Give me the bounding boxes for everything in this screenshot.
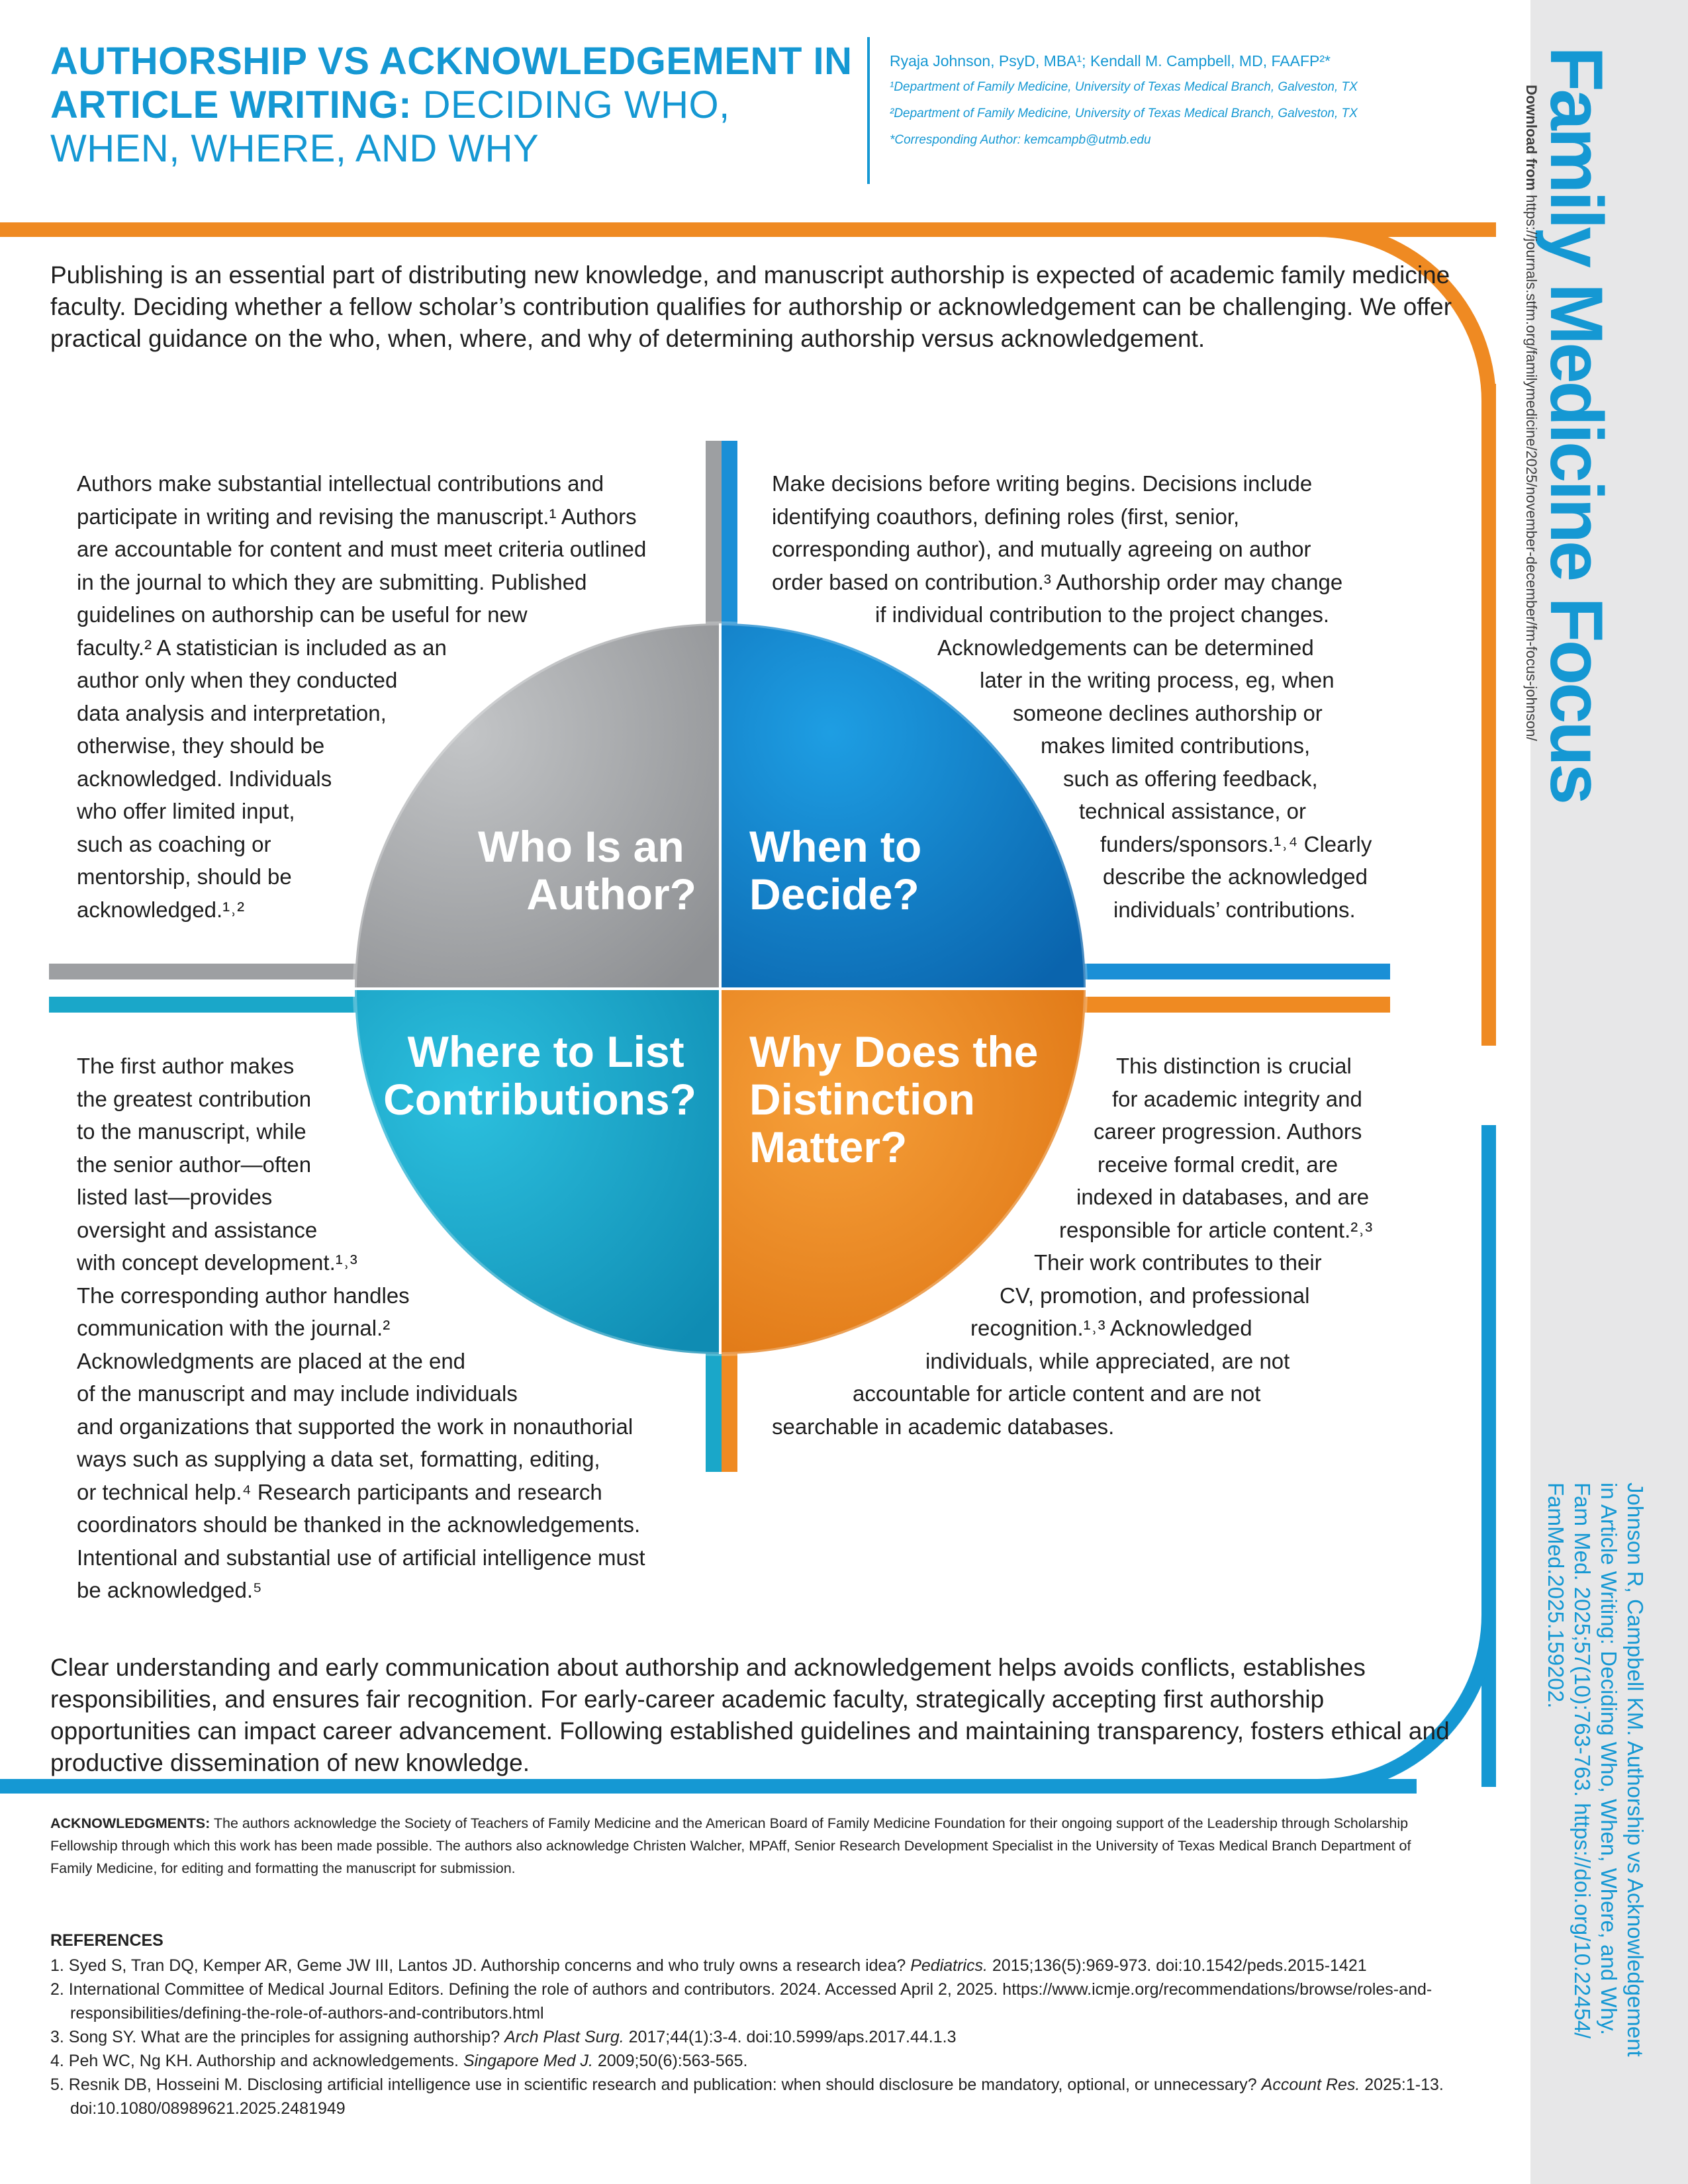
citation-line[interactable]: Fam Med. 2025;57(10):763-763. https://doi.org/10.22454/	[1570, 1482, 1595, 2039]
reference-text: 4. Peh WC, Ng KH. Authorship and acknowledgements.	[50, 2052, 463, 2070]
header-divider	[867, 37, 870, 184]
where-text-line: oversight and assistance	[77, 1217, 318, 1242]
reference-text: 3. Song SY. What are the principles for assigning authorship?	[50, 2028, 505, 2046]
reference-details: 2025:1-13. doi:10.1080/08989621.2025.2481949	[70, 2075, 1444, 2118]
blue-band	[0, 1779, 1417, 1794]
orange-band	[0, 222, 1496, 237]
citation-line: in Article Writing: Deciding Who, When, Where, and Why.	[1597, 1482, 1621, 2036]
label-where	[383, 1027, 696, 1124]
who-text-line: in the journal to which they are submitting. Published	[77, 569, 587, 594]
why-text-line: accountable for article content and are not	[853, 1381, 1261, 1406]
acknowledgments-text: The authors acknowledge the Society of Teachers of Family Medicine and the American Board of Family Medicine Foundation for their ongoing support of the Leadership through Scholarship Fellowship through which this work has been made possible. The authors also acknowledge Christen Walcher, MPAff, Senior Research Development Specialist in the University of Texas Medical Branch Department of Family Medicine, for editing and formatting the manuscript for submission.	[50, 1815, 1411, 1876]
where-text-line: Acknowledgments are placed at the end	[77, 1348, 466, 1373]
where-text-line: to the manuscript, while	[77, 1119, 306, 1144]
orange-vertical-band	[1481, 384, 1496, 1046]
why-text-line: individuals, while appreciated, are not	[925, 1348, 1290, 1373]
label-why-3: Matter?	[749, 1122, 908, 1171]
citation	[1542, 1482, 1648, 2057]
when-text-line: corresponding author), and mutually agreeing on author	[772, 537, 1311, 561]
reference-item	[50, 2049, 1500, 2073]
who-text-line: guidelines on authorship can be useful for new	[77, 602, 528, 627]
reference-journal: Account Res.	[1261, 2075, 1360, 2094]
when-text-line: identifying coauthors, defining roles (first, senior,	[772, 504, 1240, 529]
reference-item	[50, 1978, 1500, 2025]
corresponding-author[interactable]: *Corresponding Author: kemcampb@utmb.edu	[890, 133, 1151, 147]
when-text-line: Acknowledgements can be determined	[937, 635, 1314, 660]
why-text-line: searchable in academic databases.	[772, 1414, 1115, 1439]
label-where-1: Where to List	[407, 1027, 684, 1076]
where-text-line: the greatest contribution	[77, 1086, 312, 1111]
when-text-line: describe the acknowledged	[1103, 864, 1368, 889]
references-heading: REFERENCES	[50, 1931, 164, 1950]
reference-item	[50, 2073, 1500, 2120]
reference-details: 2009;50(6):563-565.	[592, 2052, 748, 2070]
where-text-line: be acknowledged.⁵	[77, 1578, 262, 1602]
download-line[interactable]	[1523, 85, 1540, 741]
download-url[interactable]: https://journals.stfm.org/familymedicine/2025/november-december/fm-focus-johnson/	[1523, 195, 1540, 741]
label-where-2: Contributions?	[383, 1075, 696, 1124]
reference-journal: Pediatrics.	[910, 1956, 988, 1975]
article-title	[50, 40, 858, 171]
when-text-line: makes limited contributions,	[1041, 733, 1311, 758]
who-text-line: acknowledged.¹˒²	[77, 897, 245, 922]
title-regular: DECIDING WHO, WHEN, WHERE, AND WHY	[50, 83, 730, 170]
why-text-line: This distinction is crucial	[1116, 1054, 1352, 1078]
why-text-line: responsible for article content.²˒³	[1059, 1217, 1373, 1242]
reference-details: 2015;136(5):969-973. doi:10.1542/peds.2015-1421	[987, 1956, 1367, 1975]
where-text-line: communication with the journal.²	[77, 1316, 391, 1340]
reference-item	[50, 1954, 1500, 1978]
why-text-line: Their work contributes to their	[1034, 1250, 1322, 1275]
when-text-line: technical assistance, or	[1079, 799, 1307, 823]
when-text-line: if individual contribution to the project changes.	[875, 602, 1330, 627]
where-text-line: with concept development.¹˒³	[77, 1250, 357, 1275]
where-text-line: coordinators should be thanked in the acknowledgements.	[77, 1512, 641, 1537]
title-bold: AUTHORSHIP VS ACKNOWLEDGEMENT IN ARTICLE WRITING:	[50, 40, 853, 126]
when-text-line: someone declines authorship or	[1013, 700, 1323, 725]
when-text-line: funders/sponsors.¹˒⁴ Clearly	[1100, 831, 1372, 856]
who-text-line: are accountable for content and must meet criteria outlined	[77, 537, 647, 561]
who-text-line: such as coaching or	[77, 831, 271, 856]
reference-item	[50, 2025, 1500, 2049]
acknowledgments-label: ACKNOWLEDGMENTS:	[50, 1815, 211, 1831]
where-text-line: The corresponding author handles	[77, 1283, 410, 1308]
reference-text: 2. International Committee of Medical Journal Editors. Defining the role of authors and contributors. 2024. Accessed April 2, 2025. https://www.icmje.org/recommendations/browse/roles-and-responsibilities/defining-the-role-of-authors-and-contributors.html	[50, 1980, 1432, 2023]
download-label: Download from	[1523, 85, 1540, 191]
why-text-line: receive formal credit, are	[1098, 1152, 1338, 1177]
label-when-1: When to	[749, 822, 922, 871]
journal-brand: Family Medicine Focus	[1535, 46, 1618, 803]
reference-list	[50, 1954, 1500, 2120]
reference-text: 1. Syed S, Tran DQ, Kemper AR, Geme JW III, Lantos JD. Authorship concerns and who truly owns a research idea?	[50, 1956, 911, 1975]
affiliation-1: ¹Department of Family Medicine, University of Texas Medical Branch, Galveston, TX	[890, 80, 1358, 94]
where-text-line: of the manuscript and may include individuals	[77, 1381, 518, 1406]
label-why-1: Why Does the	[749, 1027, 1039, 1076]
label-who-2: Author?	[526, 870, 696, 919]
reference-text: 5. Resnik DB, Hosseini M. Disclosing artificial intelligence use in scientific research and publication: when should disclosure be mandatory, optional, or unnecessary?	[50, 2075, 1262, 2094]
where-text-line: Intentional and substantial use of artificial intelligence must	[77, 1545, 645, 1570]
who-text-line: mentorship, should be	[77, 864, 292, 889]
who-text-line: faculty.² A statistician is included as an	[77, 635, 447, 660]
reference-journal: Singapore Med J.	[463, 2052, 593, 2070]
when-text-line: such as offering feedback,	[1063, 766, 1318, 791]
citation-line: Johnson R, Campbell KM. Authorship vs Acknowledgement	[1623, 1482, 1648, 2057]
where-text-line: and organizations that supported the work in nonauthorial	[77, 1414, 633, 1439]
who-text-line: data analysis and interpretation,	[77, 700, 387, 725]
where-text-line: ways such as supplying a data set, formatting, editing,	[77, 1447, 600, 1471]
reference-journal: Arch Plast Surg.	[504, 2028, 624, 2046]
why-text-line: career progression. Authors	[1094, 1119, 1362, 1144]
label-when-2: Decide?	[749, 870, 919, 919]
blue-vertical-band	[1481, 1125, 1496, 1787]
label-when	[749, 822, 934, 919]
when-text-line: individuals’ contributions.	[1113, 897, 1356, 922]
why-text-line: recognition.¹˒³ Acknowledged	[970, 1316, 1252, 1340]
who-text-line: participate in writing and revising the manuscript.¹ Authors	[77, 504, 637, 529]
when-text-line: Make decisions before writing begins. Decisions include	[772, 471, 1313, 496]
reference-details: 2017;44(1):3-4. doi:10.5999/aps.2017.44.1.3	[624, 2028, 957, 2046]
label-who-1: Who Is an	[477, 822, 684, 871]
acknowledgments	[50, 1812, 1454, 1880]
citation-line[interactable]: FamMed.2025.159202.	[1544, 1482, 1568, 1709]
why-text-line: indexed in databases, and are	[1076, 1185, 1370, 1209]
closing-paragraph: Clear understanding and early communication about authorship and acknowledgement helps avoids conflicts, establishes responsibilities, and ensures fair recognition. For early-career academic faculty, strategically accepting first authorship opportunities can impact career advancement. Following established guidelines and maintaining transparency, fosters ethical and productive dissemination of new knowledge.	[50, 1654, 1450, 1776]
label-why-2: Distinction	[749, 1075, 975, 1124]
when-text-line: order based on contribution.³ Authorship order may change	[772, 569, 1343, 594]
where-text-line: the senior author—often	[77, 1152, 312, 1177]
why-text-line: for academic integrity and	[1112, 1086, 1362, 1111]
intro-paragraph: Publishing is an essential part of distributing new knowledge, and manuscript authorship is expected of academic family medicine faculty. Deciding whether a fellow scholar’s contribution qualifies for authorship or acknowledgement can be challenging. We offer practical guidance on the who, when, where, and why of determining authorship versus acknowledgement.	[50, 261, 1452, 352]
who-text-line: acknowledged. Individuals	[77, 766, 332, 791]
who-text-line: otherwise, they should be	[77, 733, 325, 758]
where-text-line: listed last—provides	[77, 1185, 273, 1209]
who-text-line: author only when they conducted	[77, 668, 398, 692]
references	[50, 1929, 1500, 2120]
when-text-line: later in the writing process, eg, when	[980, 668, 1335, 692]
where-text-line: or technical help.⁴ Research participants and research	[77, 1479, 602, 1504]
why-text-line: CV, promotion, and professional	[1000, 1283, 1310, 1308]
who-text-line: who offer limited input,	[77, 799, 295, 823]
quadrant-who	[355, 623, 719, 987]
author-names: Ryaja Johnson, PsyD, MBA¹; Kendall M. Campbell, MD, FAAFP²*	[890, 52, 1331, 69]
affiliation-2: ²Department of Family Medicine, University of Texas Medical Branch, Galveston, TX	[890, 107, 1358, 120]
where-text-line: The first author makes	[77, 1054, 295, 1078]
author-block	[890, 48, 1485, 154]
who-text-line: Authors make substantial intellectual contributions and	[77, 471, 604, 496]
